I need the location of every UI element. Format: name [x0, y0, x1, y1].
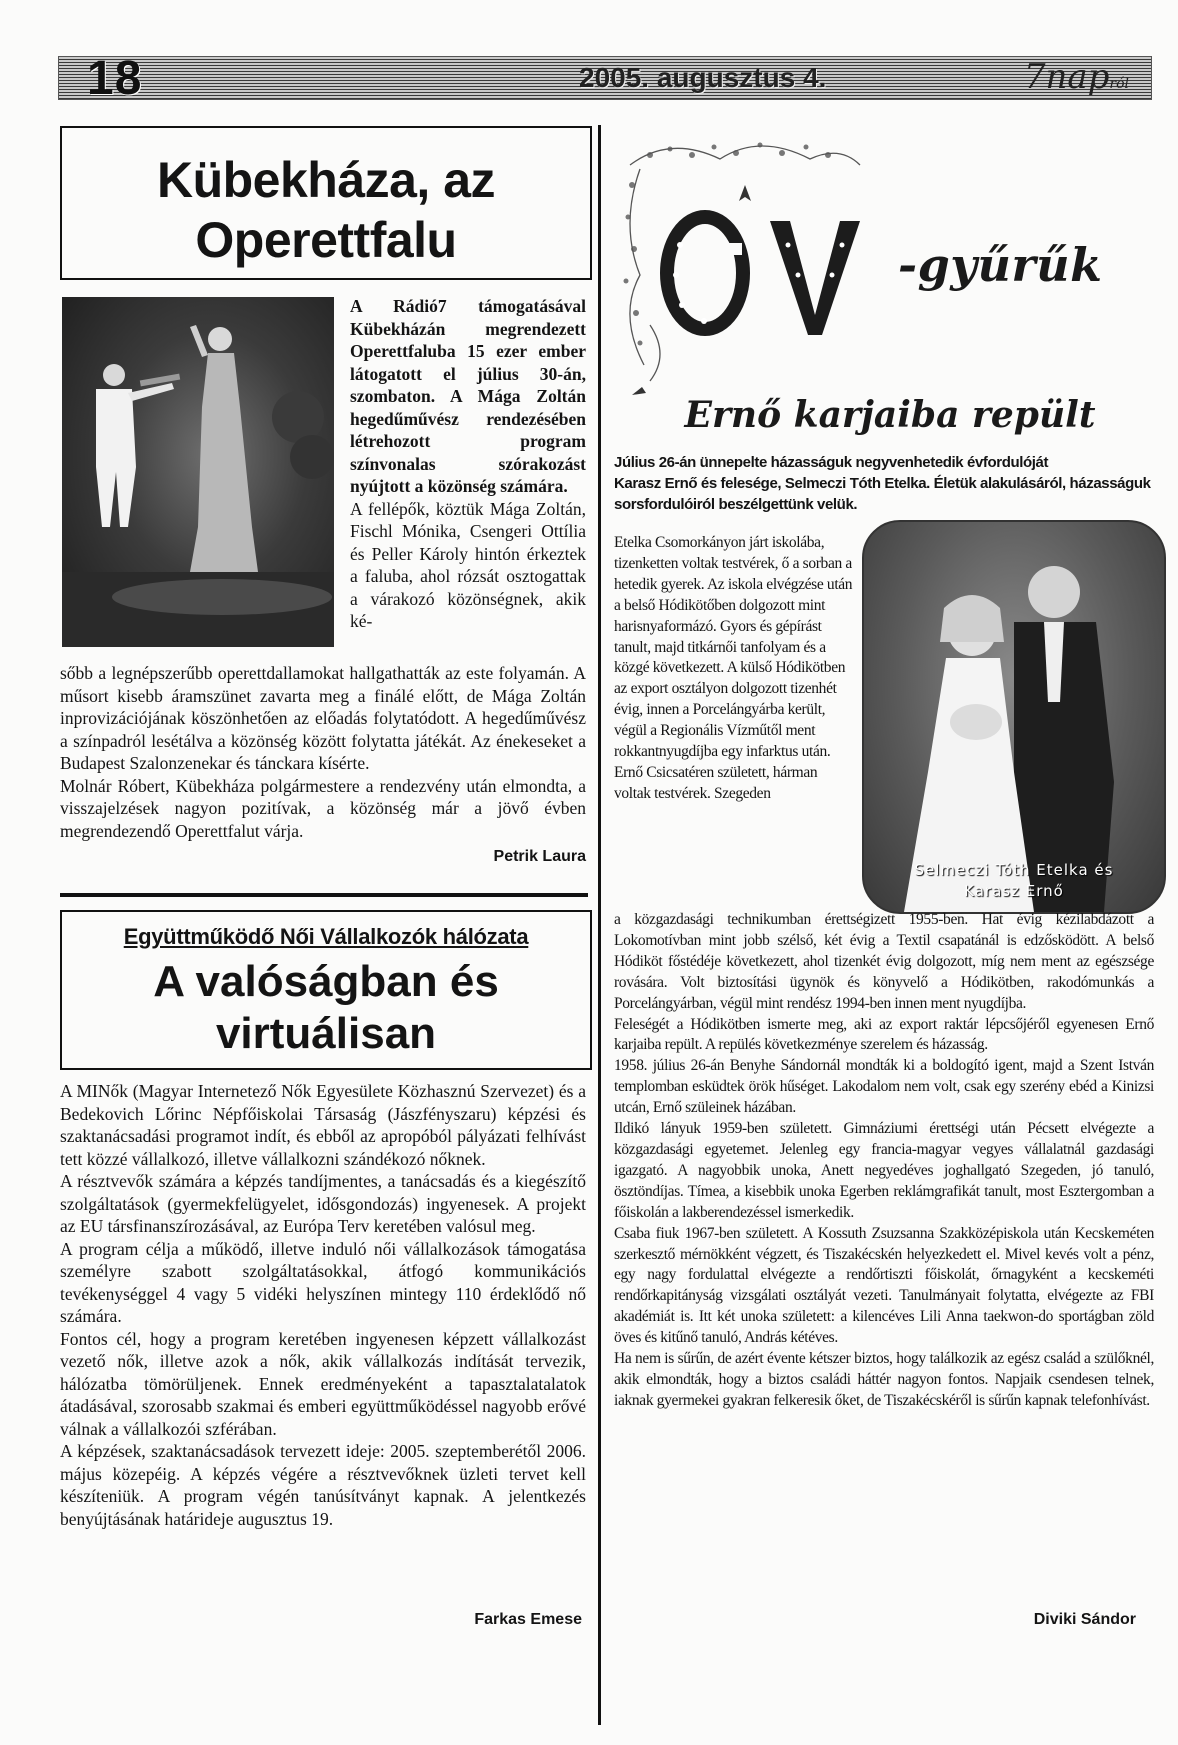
article-paragraph: Feleségét a Hódikötben ismerte meg, aki az export raktár lépcsőjéről egyenesen Ernő karjaiba repült. A repülés következménye szerelem és házasság.	[614, 1015, 1154, 1054]
article-operettfalu-column	[350, 295, 586, 633]
column-divider	[598, 125, 601, 1725]
article-paragraph: A program célja a működő, illetve induló női vállalkozások támogatása személyre szabott szolgáltatásokkal, átfogó kommunikációs tevékenységgel 4 vagy 5 vidéki helyszínen mintegy 110 érdeklődő nő számára.	[60, 1238, 586, 1326]
page-number: 18	[87, 52, 143, 105]
page-header	[58, 52, 1152, 105]
section-separator	[60, 893, 588, 897]
article-operettfalu-title-box	[60, 126, 592, 280]
stage-performers-illustration	[62, 297, 334, 647]
wedding-photo-caption: Selmeczi Tóth Etelka és Karasz Ernő	[914, 861, 1114, 900]
operetta-stage-photo	[62, 297, 334, 647]
article-paragraph: Ildikó lányuk 1959-ben született. Gimnáziumi érettségi után Pécsett elvégezte a közgazdasági egyetemet. Jelenleg egy francia-magyar vegyes vállalatnál gazdasági igazgató. A nagyobbik unoka, Anett negyedéves joghallgató Szegeden, jó tanuló, ösztöndíjas. Tímea, a kisebbik unoka Egerben reklámgrafikát tanult, most Esztergomban a főiskolán a lakberendezéssel ismerkedik.	[614, 1120, 1154, 1221]
publication-logo: 7napról	[1023, 57, 1129, 97]
wedding-photo	[862, 520, 1166, 914]
article-operettfalu-lead: A Rádió7 támogatásával Kübekházán megrendezett Operettfaluba 15 ezer ember látogatott el július 30-án, szombaton. A Mága Zoltán hegedűművész rendezésében létrehozott program színvonalas szórakozást nyújtott a közönség számára.	[350, 296, 586, 496]
article-paragraph: A képzések, szaktanácsadások tervezett ideje: 2005. szeptemberétől 2006. május közepéig. A képzés végére a résztvevőknek üzleti tervet kell készíteniük. A program végén tanúsítványt kapnak. A jelentkezés benyújtásának határideje augusztus 19.	[60, 1441, 586, 1529]
article-women-entrepreneurs-title-box	[60, 910, 592, 1070]
article-paragraph: Csaba fiuk 1967-ben született. A Kossuth Zsuzsanna Szakközépiskola után Kecskeméten szerkesztő mérnökként végzett, és Tiszakécskén helyezkedett el. Mivel kevés volt a pénz, egy nagy fordulattal elvégezte a rendőrtiszti főiskolát, őrnagyként a kecskeméti rendőrkapitányság vizsgálati osztályát vezeti. Tanulmányait folytatta, elvégezte az FBI akadémiát is. Itt két unoka született: a kilencéves Lili Anna taekwon-do sportágban zöld öves és kitűnő tanuló, András kétéves.	[614, 1224, 1154, 1347]
article-paragraph: 1958. július 26-án Benyhe Sándornál mondták ki a boldogító igent, majd a Szent István templomban esküdtek örök hűséget. Lakodalom nem volt, csak egy szerény ebéd a Kinizsi utcán, Ernő szüleinek házában.	[614, 1057, 1154, 1117]
article-women-entrepreneurs-body	[60, 1080, 586, 1530]
decorated-ev-letters	[667, 217, 860, 335]
article-paragraph: Fontos cél, hogy a program keretében ingyenesen képzett vállalkozást vezető nők, illetve azok a nők, akik vállalkozás indítását tervezik, hálózatba tömörüljenek. Ennek eredményeként a tapasztalatalatok átadásával, szorosabb szakmai és emberi együttműködéssel nagyobb erővé válnak a vállalkozói szférában.	[60, 1328, 586, 1439]
article-rings-author: Diviki Sándor	[1033, 1611, 1136, 1628]
article-rings-narrow-column	[614, 533, 854, 805]
article-operettfalu-paragraph: sőbb a legnépszerűbb operettdallamokat hallgathatták az este folyamán. A műsort kisebb áramszünet zavarta meg a finálé előtt, de Mága Zoltán inprovizációjának köszönhetően az előadás folytatódott. A hegedűművész a színpadról lesétálva a közönség között folytatta játékát. Az énekeseket a Budapest Szalonzenekar és tánckara kísérte.	[60, 663, 586, 773]
article-paragraph: A MINők (Magyar Internetező Nők Egyesülete Közhasznú Szervezet) és a Bedekovich Lőrinc Népfőiskolai Társaság (Jászfényszaru) képzési és szaktanácsadási programot indít, és ebből az apropóból pályázati felhívást tett közzé vállalkozó, illetve vállalkozni szándékozó nőknek.	[60, 1081, 586, 1169]
article-operettfalu-body	[60, 662, 586, 869]
article-rings-body	[614, 910, 1154, 1412]
article-women-entrepreneurs-kicker: Együttműködő Női Vállalkozók hálózata	[123, 924, 529, 949]
article-rings-intro: Július 26-án ünnepelte házasságuk negyvenhetedik évfordulóját Karasz Ernő és felesége, Selmeczi Tóth Etelka. Életük alakulásáról, házasságuk sorsfordulóiról beszélgettünk velük.	[614, 454, 1151, 513]
article-operettfalu-paragraph: Molnár Róbert, Kübekháza polgármestere a rendezvény után elmondta, a visszajelzések nagyon pozitívak, a közönség már a jövő évben megrendezendő Operettfalut várja.	[60, 775, 586, 841]
article-rings-headline: Ernő karjaiba repült	[684, 394, 1096, 436]
rings-section-title: -gyűrűk	[898, 238, 1103, 292]
floral-ornament-icon	[610, 125, 900, 405]
article-operettfalu-title: Kübekháza, az Operettfalu	[156, 152, 496, 268]
issue-date: 2005. augusztus 4.	[579, 62, 827, 93]
article-women-entrepreneurs-title: A valóságban és virtuálisan	[153, 957, 499, 1058]
article-women-entrepreneurs-author: Farkas Emese	[474, 1611, 582, 1628]
article-paragraph: Ha nem is sűrűn, de azért évente kétszer biztos, hogy találkozik az egész család a szülőknél, akik elmondták, hogy a biztos családi háttér nagyon fontos. Napjaik csendesen telnek, iaknak gyermekei gyakran felkeresik őket, de Tiszakécskéről is sűrűn kapnak telefonhívást.	[614, 1350, 1154, 1409]
article-paragraph: Ernő Csicsatéren született, hárman voltak testvérek. Szegeden	[614, 763, 818, 802]
article-operettfalu-author: Petrik Laura	[493, 848, 586, 865]
article-paragraph: Etelka Csomorkányon járt iskolába, tizenketten voltak testvérek, ő a sorban a hetedik gyerek. Az iskola elvégzése után a belső Hódikötőben dolgozott mint harisnyaformázó. Gyors és gépírást tanult, majd titkárnői tanfolyam és a közgé következett. A külső Hódikötben az export osztályon dolgozott tizenhét évig, innen a Porcelángyárba került, végül a Regionális Vízműtől ment rokkantnyugdíjba egy infarktus után.	[614, 534, 853, 761]
article-paragraph: A résztvevők számára a képzés tandíjmentes, a tanácsadás és a kiegészítő szolgáltatások (gyermekfelügyelet, idősgondozás) ingyenesek. A projekt az EU társfinanszírozásával, az Európa Terv keretében valósul meg.	[60, 1171, 586, 1236]
article-paragraph: a közgazdasági technikumban érettségizett 1955-ben. Hat évig kézilabdázott a Lokomotívban mint jobb szélső, két évig a Textil csapatánál is edzősködött. A belső Hódiköt főstédéje következett, ahol tizenkét évig dolgozott, míg nem ment az egészsége rovására. Volt biztosítási ügynök és könyvelő a Hódikötben, rakodómunkás a Porcelángyárban, végül mint rendész 1994-ben innen ment nyugdíjba.	[614, 911, 1154, 1012]
article-operettfalu-paragraph: A fellépők, köztük Mága Zoltán, Fischl Mónika, Csengeri Ottília és Peller Károly hintón érkeztek a faluba, ahol rózsát osztogattak a várakozó közönségnek, akik ké-	[350, 498, 586, 631]
wedding-couple-illustration	[864, 522, 1164, 912]
decorative-ornament	[610, 125, 900, 405]
